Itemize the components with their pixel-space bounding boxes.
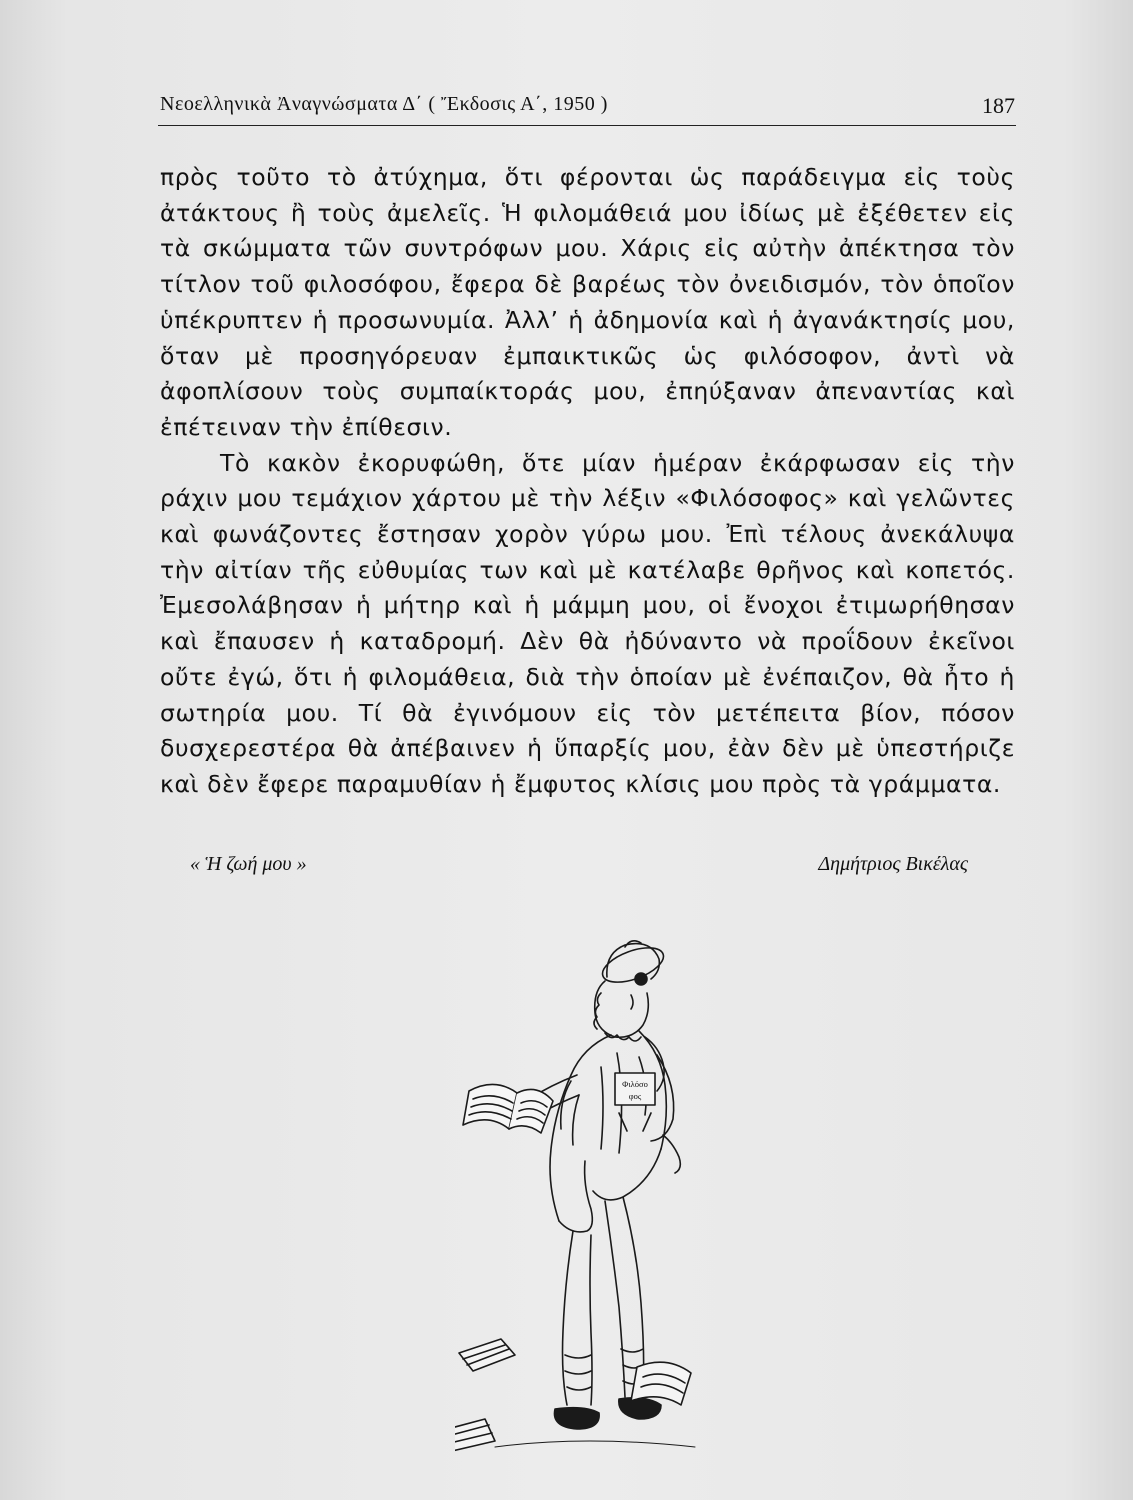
paragraph-1: πρὸς τοῦτο τὸ ἀτύχημα, ὅτι φέρονται ὡς παράδειγμα εἰς τοὺς ἀτάκτους ἢ τοὺς ἀμελεῖς. Ἡ φιλομάθειά μου ἰδίως μὲ ἐξέθετεν εἰς τὰ σκώμματα τῶν συντρόφων μου. Χάρις εἰς αὐτὴν ἀπέκτησα τὸν τίτλον τοῦ φιλοσόφου, ἔφερα δὲ βαρέως τὸν ὀνειδισμόν, τὸν ὁποῖον ὑπέκρυπτεν ἡ προσωνυμία. Ἀλλ’ ἡ ἀδημονία καὶ ἡ ἀγανάκτησίς μου, ὅταν μὲ προσηγόρευαν ἐμπαικτικῶς ὡς φιλόσοφον, ἀντὶ νὰ ἀφοπλίσουν τοὺς συμπαίκτοράς μου, ἐπηύξαναν ἀπεναντίας καὶ ἐπέτειναν τὴν ἐπίθεσιν. (160, 163, 1015, 441)
boy-reading-illustration (455, 935, 705, 1455)
header-rule (158, 125, 1016, 126)
body-text (160, 160, 1015, 803)
books-on-floor-icon (455, 1339, 691, 1455)
coat-icon (550, 1031, 666, 1232)
sign-text-line-1: Φιλόσο (622, 1079, 648, 1089)
head-icon (594, 981, 648, 1037)
hat-icon (598, 941, 668, 989)
paragraph-2: Τὸ κακὸν ἐκορυφώθη, ὅτε μίαν ἡμέραν ἐκάρφωσαν εἰς τὴν ράχιν μου τεμάχιον χάρτου μὲ τὴν λέξιν «Φιλόσοφος» καὶ γελῶντες καὶ φωνάζοντες ἔστησαν χορὸν γύρω μου. Ἐπὶ τέλους ἀνεκάλυψα τὴν αἰτίαν τῆς εὐθυμίας των καὶ μὲ κατέλαβε θρῆνος καὶ κοπετός. Ἐμεσολάβησαν ἡ μήτηρ καὶ ἡ μάμμη μου, οἱ ἔνοχοι ἐτιμωρήθησαν καὶ ἔπαυσεν ἡ καταδρομή. Δὲν θὰ ἠδύναντο νὰ προΐδουν ἐκεῖνοι οὔτε ἐγώ, ὅτι ἡ φιλομάθεια, διὰ τὴν ὁποίαν μὲ ἐνέπαιζον, θὰ ἦτο ἡ σωτηρία μου. Τί θὰ ἐγινόμουν εἰς τὸν μετέπειτα βίον, πόσον δυσχερεστέρα θὰ ἀπέβαινεν ἡ ὕπαρξίς μου, ἐὰν δὲν μὲ ὑπεστήριζε καὶ δὲν ἔφερε παραμυθίαν ἡ ἔμφυτος κλίσις μου πρὸς τὰ γράμματα. (160, 448, 1015, 798)
running-head-title: Νεοελληνικὰ Ἀναγνώσματα Δ΄ ( Ἔκδοσις Α΄, 1950 ) (160, 93, 608, 115)
source-author: Δημήτριος Βικέλας (818, 853, 968, 875)
shoes-icon (554, 1398, 661, 1429)
legs-icon (563, 1197, 644, 1405)
source-attribution (190, 853, 980, 883)
sign-text-line-2: φος (628, 1091, 642, 1101)
page-number: 187 (982, 93, 1015, 118)
source-work-title: « Ἡ ζωή μου » (190, 853, 307, 875)
open-book-in-hand-icon (463, 1084, 553, 1133)
